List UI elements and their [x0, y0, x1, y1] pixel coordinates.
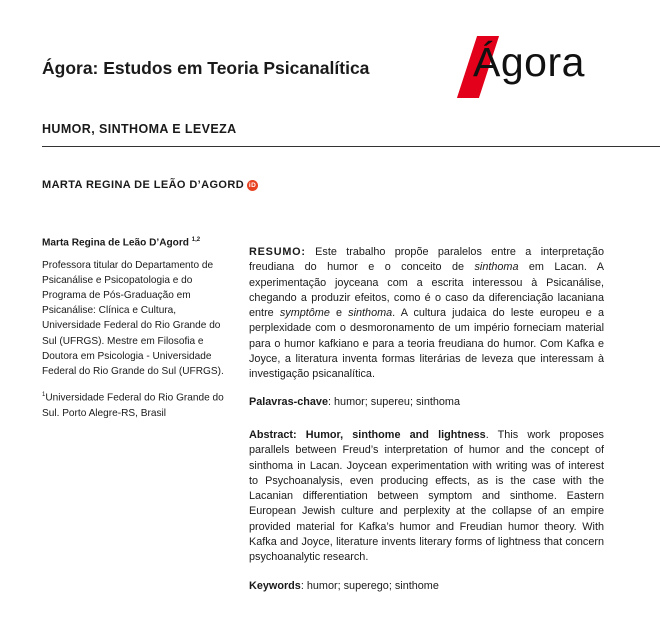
keywords: Keywords: humor; superego; sinthome — [249, 579, 439, 592]
abstract-paragraph: Abstract: Humor, sinthome and lightness. This work proposes parallels between Freud’s interpretation of humor and the concept of sinthoma in Lacan. Joycean experimentation with writing was of interest to Psychoanalysis, even producing effects, as is the case with the Lacanian differentiation between symptom and sinthome. Eastern European Jewish culture and perplexity at the collapse of an empire provided material for Kafka’s humor and Freudian humor theory. With Kafka and Joyce, literature invents literary forms of lightness that concern psychoanalytic research. — [249, 428, 604, 564]
sidebar-author-bio: Professora titular do Departamento de Psicanálise e Psicopatologia e do Programa de Pós-Graduação em Psicanálise: Clínica e Cultura, Universidade Federal do Rio Grande do Sul (UFRGS). Mestre em Filosofia e Doutora em Psicologia - Universidade Federal do Rio Grande do Sul (UFRGS). — [42, 259, 224, 377]
title-divider — [42, 146, 660, 147]
journal-logo — [461, 30, 591, 100]
article-title: HUMOR, SINTHOMA E LEVEZA — [42, 122, 237, 136]
logo-text: Ágora — [473, 39, 585, 85]
author-name: MARTA REGINA DE LEÃO D’AGORD — [42, 179, 245, 191]
journal-title: Ágora: Estudos em Teoria Psicanalítica — [42, 58, 370, 78]
sidebar-affiliation: $^1$Universidade Federal do Rio Grande do Sul. Porto Alegre-RS, Brasil — [42, 392, 224, 419]
resumo-paragraph: RESUMO: Este trabalho propõe paralelos entre a interpretação freudiana do humor e o conceito de sinthoma em Lacan. A experimentação joyceana com a escrita interessou à Psicanálise, chegando a produzir efeitos, como é o caso da diferenciação lacaniana entre symptôme e sinthoma. A cultura judaica do leste europeu e a perplexidade com o desmoronamento de um império forneciam material para o humor kafkiano e para a teoria freudiana do humor. Com Kafka e Joyce, a literatura inventa formas literárias de leveza que interessam à investigação psicanalítica. — [249, 246, 605, 381]
sidebar-author-name: Marta Regina de Leão D’Agord $^{1,2}$ — [42, 237, 201, 249]
orcid-icon[interactable]: iD — [248, 181, 257, 189]
palavras-chave: Palavras-chave: humor; supereu; sinthoma — [249, 395, 460, 408]
author-heading — [42, 179, 258, 191]
author-sidebar — [42, 233, 234, 421]
main-content — [249, 245, 604, 594]
